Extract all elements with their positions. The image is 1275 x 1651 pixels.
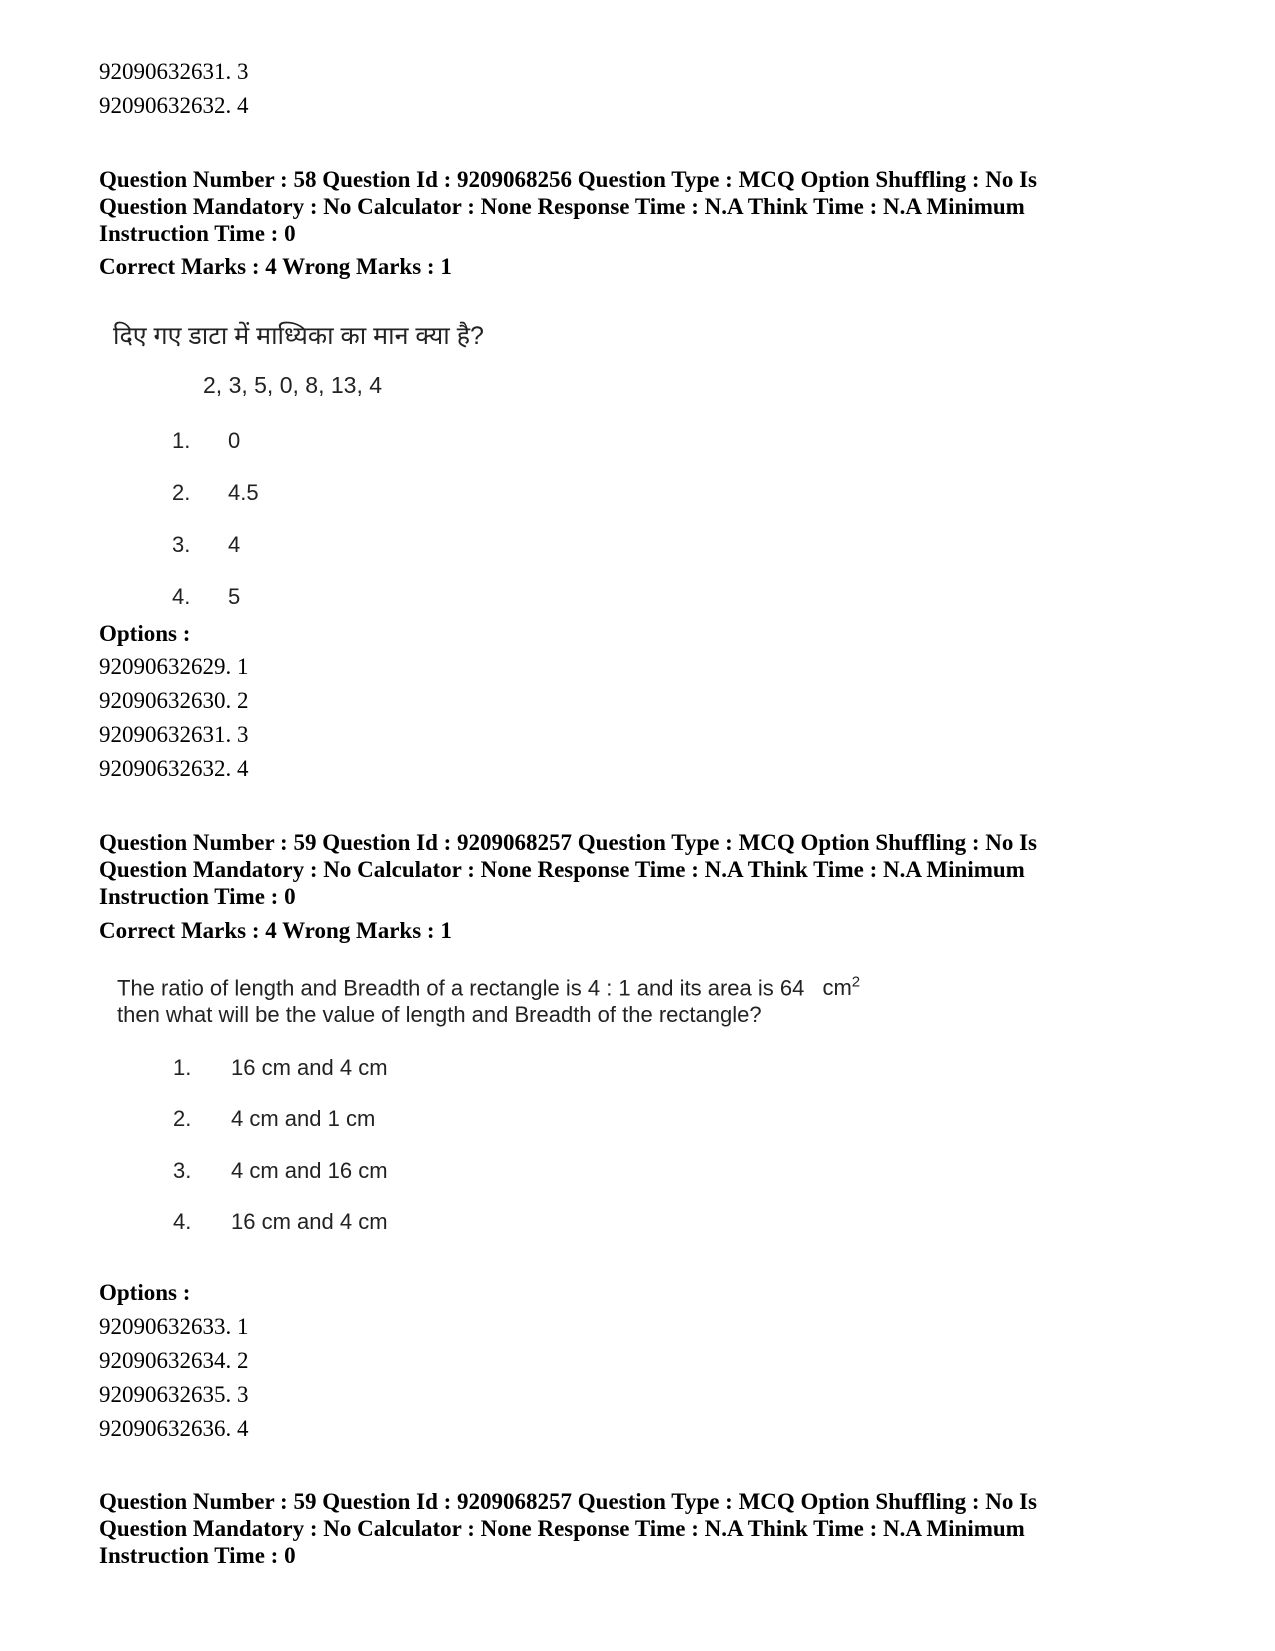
option-line: 92090632631. 3 (99, 59, 249, 84)
option-line: 92090632634. 2 (99, 1348, 249, 1373)
choice-value: 5 (228, 584, 241, 609)
question-header-line: Question Number : 59 Question Id : 9209068257 Question Type : MCQ Option Shuffling : No Is (99, 1489, 1038, 1514)
choice-number: 3. (173, 1158, 192, 1183)
options-label: Options : (99, 621, 191, 646)
unit-superscript: 2 (851, 974, 861, 991)
choice-value: 0 (228, 428, 241, 453)
option-line: 92090632631. 3 (99, 722, 249, 747)
choice-number: 4. (172, 584, 191, 609)
question-text: दिए गए डाटा में माध्यिका का मान क्या है? (113, 322, 484, 350)
data-series: 2, 3, 5, 0, 8, 13, 4 (203, 372, 383, 398)
option-line: 92090632629. 1 (99, 654, 249, 679)
option-line: 92090632630. 2 (99, 688, 249, 713)
option-line: 92090632632. 4 (99, 756, 249, 781)
question-text-line2: then what will be the value of length and Breadth of the rectangle? (117, 1002, 762, 1027)
choice-value: 4 (228, 532, 241, 557)
choice-number: 3. (172, 532, 191, 557)
option-line: 92090632632. 4 (99, 93, 249, 118)
choice-number: 2. (172, 480, 191, 505)
question-header-line: Question Mandatory : No Calculator : None Response Time : N.A Think Time : N.A Minimum (99, 1516, 1025, 1541)
area-unit (822, 975, 860, 1000)
question-header-line: Question Mandatory : No Calculator : None Response Time : N.A Think Time : N.A Minimum (99, 857, 1025, 882)
option-line: 92090632635. 3 (99, 1382, 249, 1407)
options-label: Options : (99, 1280, 191, 1305)
choice-value: 16 cm and 4 cm (231, 1209, 388, 1234)
marks-line: Correct Marks : 4 Wrong Marks : 1 (99, 918, 452, 943)
choice-number: 4. (173, 1209, 192, 1234)
question-text (117, 974, 860, 1001)
choice-value: 16 cm and 4 cm (231, 1055, 388, 1080)
question-header-line: Instruction Time : 0 (99, 1543, 296, 1568)
question-header-line: Instruction Time : 0 (99, 221, 296, 246)
question-text-line1: The ratio of length and Breadth of a rectangle is 4 : 1 and its area is 64 (117, 975, 805, 1001)
option-line: 92090632636. 4 (99, 1416, 249, 1441)
choice-value: 4 cm and 16 cm (231, 1158, 388, 1183)
marks-line: Correct Marks : 4 Wrong Marks : 1 (99, 254, 452, 279)
question-header-line: Instruction Time : 0 (99, 884, 296, 909)
option-line: 92090632633. 1 (99, 1314, 249, 1339)
question-header-line: Question Number : 58 Question Id : 9209068256 Question Type : MCQ Option Shuffling : No Is (99, 167, 1038, 192)
question-header-line: Question Number : 59 Question Id : 9209068257 Question Type : MCQ Option Shuffling : No Is (99, 830, 1038, 855)
choice-value: 4 cm and 1 cm (231, 1106, 376, 1131)
unit-text: cm (822, 975, 852, 1001)
question-header-line: Question Mandatory : No Calculator : None Response Time : N.A Think Time : N.A Minimum (99, 194, 1025, 219)
choice-number: 2. (173, 1106, 192, 1131)
choice-number: 1. (173, 1055, 192, 1080)
choice-value: 4.5 (228, 480, 259, 505)
choice-number: 1. (172, 428, 191, 453)
